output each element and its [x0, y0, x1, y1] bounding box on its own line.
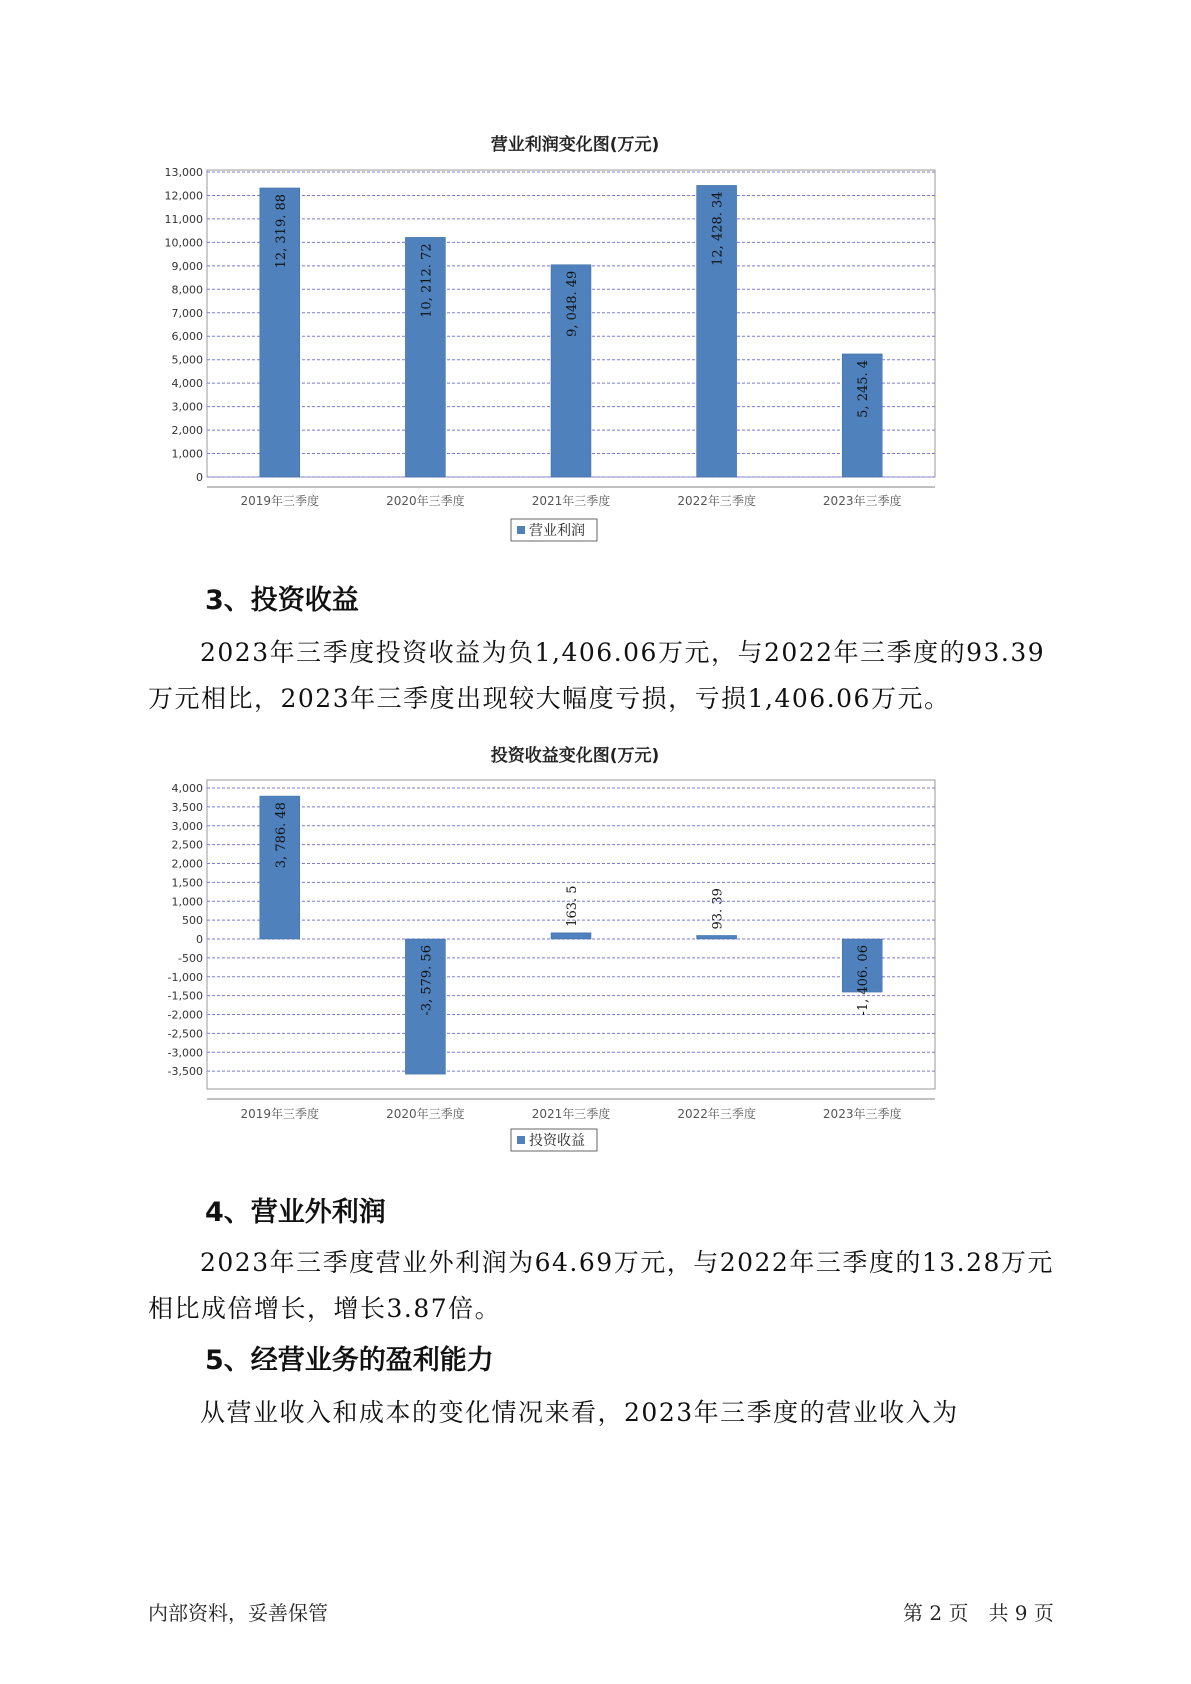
- y-tick-label: -1,500: [167, 989, 203, 1003]
- chart-title: 投资收益变化图(万元): [490, 746, 660, 766]
- y-tick-label: 6,000: [171, 330, 203, 344]
- section-4-paragraph: [148, 1240, 1068, 1332]
- section-3-text: 2023年三季度投资收益为负1,406.06万元，与2022年三季度的93.39万元相比，2023年三季度出现较大幅度亏损，亏损1,406.06万元。: [148, 638, 1046, 713]
- y-tick-label: 12,000: [164, 189, 203, 203]
- data-label: 9, 048. 49: [565, 270, 580, 337]
- y-tick-label: 3,000: [171, 400, 203, 414]
- data-label: 5, 245. 4: [856, 359, 872, 418]
- y-tick-label: 2,000: [171, 424, 203, 438]
- y-tick-label: 1,500: [171, 876, 203, 890]
- y-tick-label: 13,000: [164, 166, 203, 179]
- y-tick-label: 8,000: [171, 283, 203, 297]
- x-tick-label: 2023年三季度: [822, 494, 902, 508]
- section-3-paragraph: [148, 630, 1068, 722]
- chart-title: 营业利润变化图(万元): [490, 135, 660, 155]
- y-tick-label: 11,000: [164, 212, 203, 226]
- y-tick-label: 2,500: [171, 838, 203, 852]
- data-label: 163. 5: [565, 885, 580, 927]
- data-label: -3, 579. 56: [419, 945, 435, 1016]
- y-tick-label: 4,000: [171, 782, 203, 795]
- data-label: 93. 39: [710, 888, 726, 930]
- data-label: -1, 406. 06: [856, 945, 872, 1016]
- x-tick-label: 2023年三季度: [822, 1107, 902, 1121]
- legend-label: 营业利润: [529, 523, 585, 539]
- y-tick-label: 2,000: [171, 857, 203, 871]
- investment-income-chart: [150, 740, 1020, 1160]
- x-tick-label: 2019年三季度: [240, 494, 320, 508]
- x-tick-label: 2022年三季度: [677, 1107, 756, 1121]
- footer-confidential: 内部资料，妥善保管: [148, 1601, 328, 1625]
- y-tick-label: -500: [178, 951, 203, 965]
- x-tick-label: 2019年三季度: [240, 1107, 320, 1121]
- section-5-heading: 5、经营业务的盈利能力: [205, 1345, 494, 1376]
- y-tick-label: 9,000: [171, 259, 203, 273]
- investment-income-chart-svg: [150, 740, 1020, 1160]
- x-tick-label: 2021年三季度: [531, 1107, 611, 1121]
- y-tick-label: 1,000: [171, 447, 203, 461]
- footer-page-number: 第 2 页 共 9 页: [903, 1601, 1054, 1625]
- operating-profit-chart-svg: [150, 130, 1020, 560]
- operating-profit-chart: [150, 130, 1020, 560]
- y-tick-label: 4,000: [171, 377, 203, 391]
- legend-label: 投资收益: [529, 1133, 585, 1149]
- x-tick-label: 2020年三季度: [386, 494, 465, 508]
- section-5-text: 从营业收入和成本的变化情况来看，2023年三季度的营业收入为: [200, 1398, 959, 1427]
- y-tick-label: 500: [182, 914, 203, 928]
- y-tick-label: 3,000: [171, 819, 203, 833]
- y-tick-label: 10,000: [164, 236, 203, 250]
- section-5-paragraph: [148, 1390, 1068, 1436]
- y-tick-label: 0: [196, 933, 203, 946]
- y-tick-label: -2,000: [167, 1008, 203, 1022]
- y-tick-label: 1,000: [171, 895, 203, 909]
- section-4-heading: 4、营业外利润: [205, 1197, 386, 1228]
- legend-swatch: [517, 526, 525, 534]
- data-label: 10, 212. 72: [419, 243, 435, 318]
- y-tick-label: -2,500: [167, 1027, 203, 1041]
- y-tick-label: -3,500: [167, 1065, 203, 1079]
- y-tick-label: -3,000: [167, 1046, 203, 1060]
- y-tick-label: 3,500: [171, 800, 203, 814]
- section-3-heading: 3、投资收益: [205, 585, 359, 616]
- x-tick-label: 2022年三季度: [677, 494, 756, 508]
- y-tick-label: 7,000: [171, 306, 203, 320]
- section-4-text: 2023年三季度营业外利润为64.69万元，与2022年三季度的13.28万元相比成倍增长，增长3.87倍。: [148, 1248, 1054, 1323]
- y-tick-label: 0: [196, 471, 203, 484]
- data-label: 12, 428. 34: [710, 191, 726, 266]
- y-tick-label: -1,000: [167, 970, 203, 984]
- bar: [551, 933, 591, 939]
- x-tick-label: 2020年三季度: [386, 1107, 465, 1121]
- y-tick-label: 5,000: [171, 353, 203, 367]
- bar: [697, 935, 737, 939]
- data-label: 3, 786. 48: [273, 802, 289, 869]
- data-label: 12, 319. 88: [273, 193, 289, 269]
- legend-swatch: [517, 1136, 525, 1144]
- x-tick-label: 2021年三季度: [531, 494, 611, 508]
